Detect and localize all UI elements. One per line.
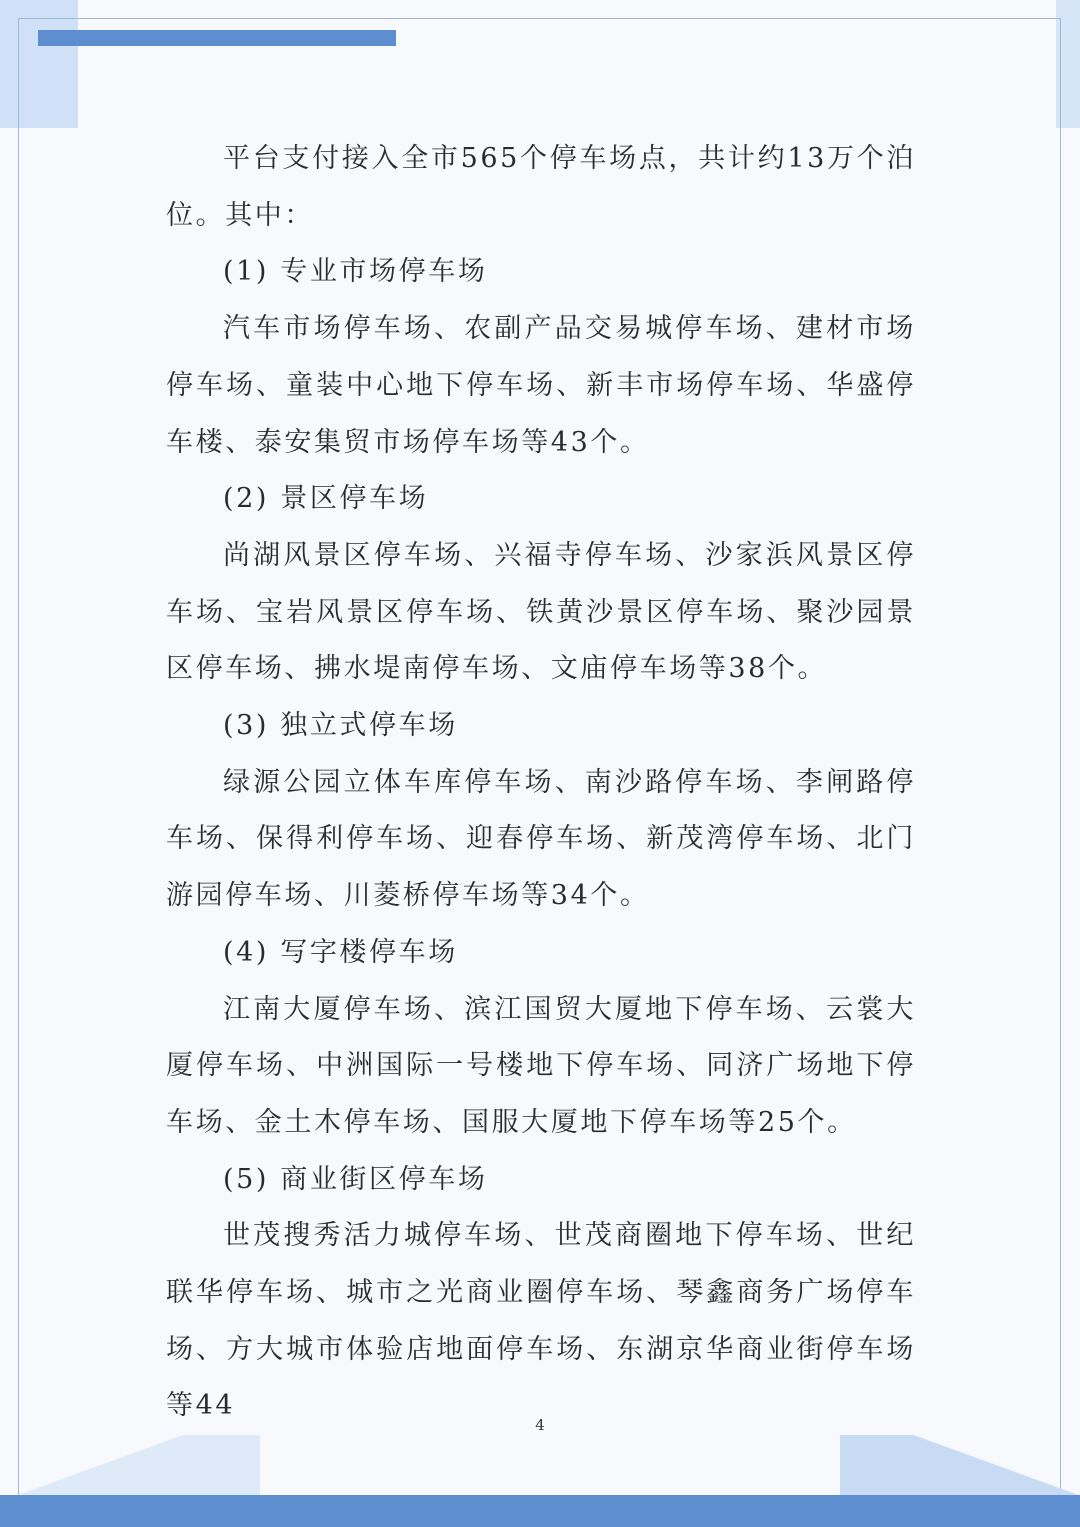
paragraph-intro: 平台支付接入全市565个停车场点，共计约13万个泊位。其中： — [166, 143, 916, 231]
header-accent-bar — [38, 30, 396, 46]
section-heading-2: (2) 景区停车场 — [223, 483, 429, 515]
paragraph-section-4: 江南大厦停车场、滨江国贸大厦地下停车场、云裳大厦停车场、中洲国际一号楼地下停车场、同济广场地下停车场、金土木停车场、国服大厦地下停车场等25个。 — [166, 993, 916, 1138]
document-body — [166, 131, 916, 1435]
section-heading-1: (1) 专业市场停车场 — [223, 256, 488, 288]
paragraph-section-5: 世茂搜秀活力城停车场、世茂商圈地下停车场、世纪联华停车场、城市之光商业圈停车场、琴鑫商务广场停车场、方大城市体验店地面停车场、东湖京华商业街停车场等44 — [166, 1220, 916, 1422]
section-heading-4: (4) 写字楼停车场 — [223, 936, 458, 968]
page-number: 4 — [535, 1416, 545, 1434]
paragraph-section-3: 绿源公园立体车库停车场、南沙路停车场、李闸路停车场、保得利停车场、迎春停车场、新茂湾停车场、北门游园停车场、川菱桥停车场等34个。 — [166, 766, 916, 912]
paragraph-section-1: 汽车市场停车场、农副产品交易城停车场、建材市场停车场、童装中心地下停车场、新丰市场停车场、华盛停车楼、泰安集贸市场停车场等43个。 — [166, 313, 916, 458]
section-heading-3: (3) 独立式停车场 — [223, 710, 458, 742]
paragraph-section-2: 尚湖风景区停车场、兴福寺停车场、沙家浜风景区停车场、宝岩风景区停车场、铁黄沙景区停车场、聚沙园景区停车场、拂水堤南停车场、文庙停车场等38个。 — [166, 539, 916, 685]
section-heading-5: (5) 商业街区停车场 — [223, 1163, 488, 1195]
footer-accent-bar — [0, 1495, 1080, 1527]
